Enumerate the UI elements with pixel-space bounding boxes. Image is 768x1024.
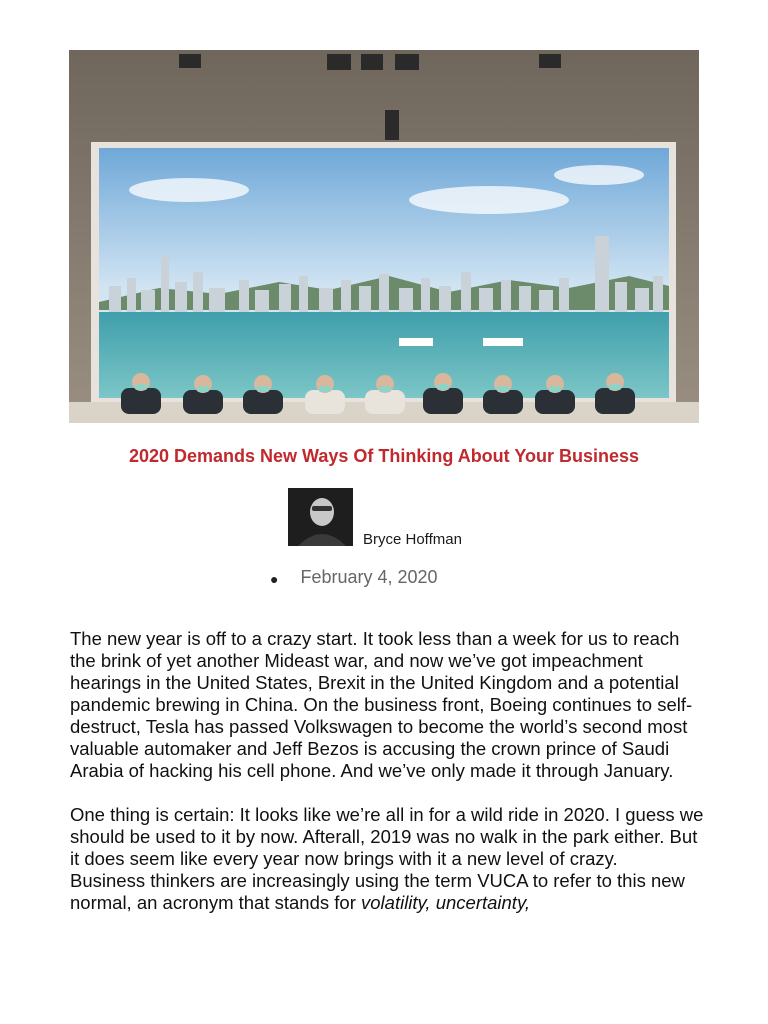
author-name: Bryce Hoffman	[363, 531, 462, 548]
bullet-icon: ●	[270, 570, 279, 587]
article-title: 2020 Demands New Ways Of Thinking About Your Business	[128, 446, 640, 466]
paragraph-3-italic: volatility, uncertainty,	[361, 892, 530, 913]
article-body	[70, 628, 710, 914]
paragraph-1: The new year is off to a crazy start. It took less than a week for us to reach the brink of yet another Mideast war, and now we’ve got impeachment hearings in the United States, Brexit in the United Kingdom and a potential pandemic brewing in China. On the business front, Boeing continues to self-destruct, Tesla has passed Volkswagen to become the world’s second most valuable automaker and Jeff Bezos is accusing the crown prince of Saudi Arabia of hacking his cell phone. And we’ve only made it through January.	[70, 628, 693, 781]
paragraph-3	[70, 870, 710, 914]
hero-image	[69, 50, 699, 423]
publish-date: February 4, 2020	[300, 567, 438, 587]
date-list-item	[270, 567, 438, 588]
author-avatar	[288, 488, 353, 546]
paragraph-3-text: Business thinkers are increasingly using the term VUCA to refer to this new normal, an acronym that stands for	[70, 870, 685, 913]
paragraph-2: One thing is certain: It looks like we’re all in for a wild ride in 2020. I guess we should be used to it by now. Afterall, 2019 was no walk in the park either. But it does seem like every year now brings with it a new level of crazy.	[70, 804, 704, 869]
